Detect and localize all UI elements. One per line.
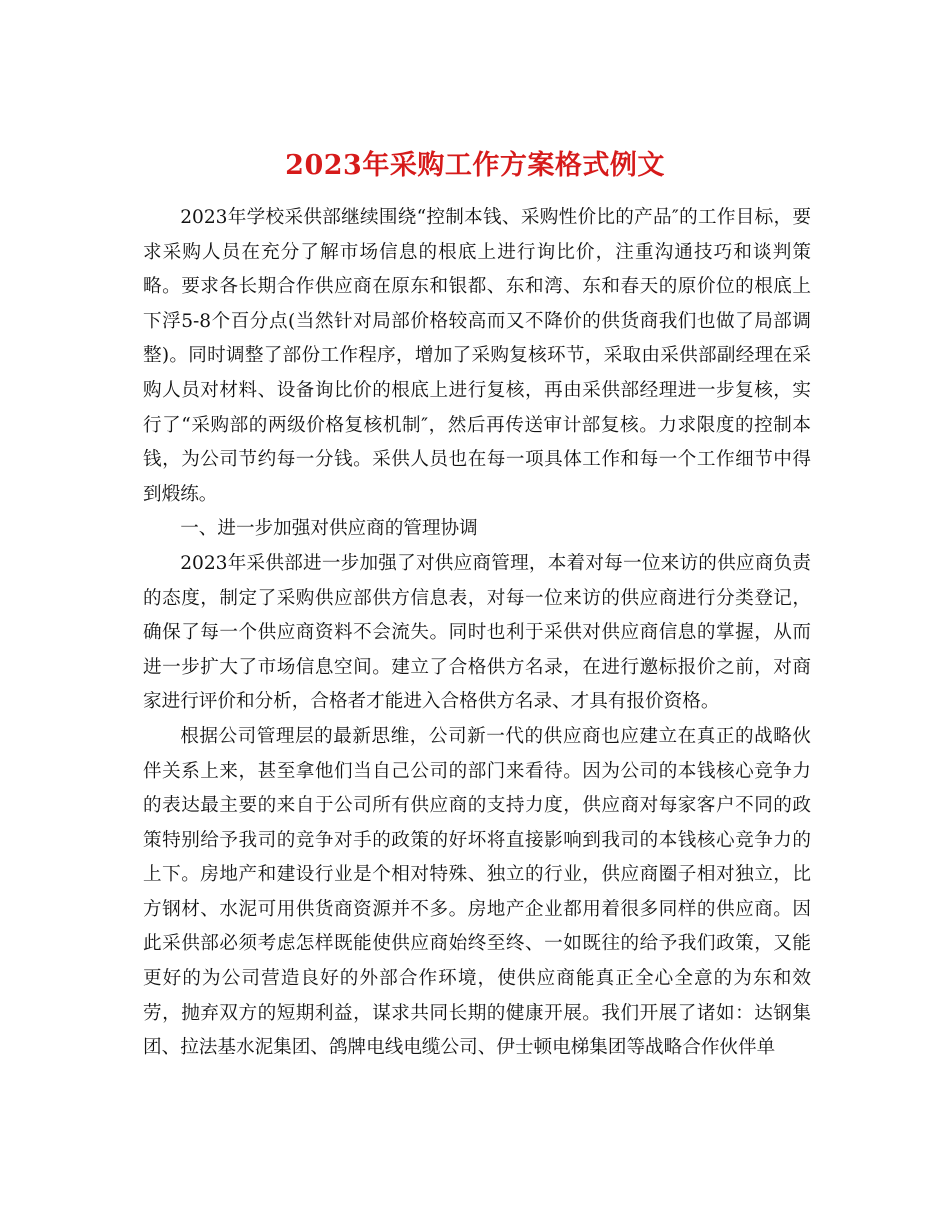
paragraph-supplier-management: 2023年采供部进一步加强了对供应商管理，本着对每一位来访的供应商负责的态度，制定了采购供应部供方信息表，对每一位来访的供应商进行分类登记，确保了每一个供应商资料不会流失。同时也利于采供对供应商信息的掌握，从而进一步扩大了市场信息空间。建立了合格供方名录，在进行邀标报价之前，对商家进行评价和分析，合格者才能进入合格供方名录、才具有报价资格。	[143, 552, 811, 713]
section-heading-1: 一、进一步加强对供应商的管理协调	[180, 518, 478, 540]
document-title: 2023年采购工作方案格式例文	[285, 150, 665, 182]
document-body	[143, 201, 811, 1066]
paragraph-intro: 2023年学校采供部继续围绕“控制本钱、采购性价比的产品″的工作目标，要求采购人员在充分了解市场信息的根底上进行询比价，注重沟通技巧和谈判策略。要求各长期合作供应商在原东和银都、东和湾、东和春天的原价位的根底上下浮5-8个百分点(当然针对局部价格较高而又不降价的供货商我们也做了局部调整)。同时调整了部份工作程序，增加了采购复核环节，采取由采供部副经理在采购人员对材料、设备询比价的根底上进行复核，再由采供部经理进一步复核，实行了“采购部的两级价格复核机制″，然后再传送审计部复核。力求限度的控制本钱，为公司节约每一分钱。采供人员也在每一项具体工作和每一个工作细节中得到煅练。	[143, 207, 811, 505]
paragraph-strategic-partnership: 根据公司管理层的最新思维，公司新一代的供应商也应建立在真正的战略伙伴关系上来，甚至拿他们当自己公司的部门来看待。因为公司的本钱核心竞争力的表达最主要的来自于公司所有供应商的支持力度，供应商对每家客户不同的政策特别给予我司的竞争对手的政策的好坏将直接影响到我司的本钱核心竞争力的上下。房地产和建设行业是个相对特殊、独立的行业，供应商圈子相对独立，比方钢材、水泥可用供货商资源并不多。房地产企业都用着很多同样的供应商。因此采供部必须考虑怎样既能使供应商始终至终、一如既往的给予我们政策，又能更好的为公司营造良好的外部合作环境，使供应商能真正全心全意的为东和效劳，抛弃双方的短期利益，谋求共同长期的健康开展。我们开展了诸如：达钢集团、拉法基水泥集团、鸽牌电线电缆公司、伊士顿电梯集团等战略合作伙伴单	[143, 725, 811, 1059]
